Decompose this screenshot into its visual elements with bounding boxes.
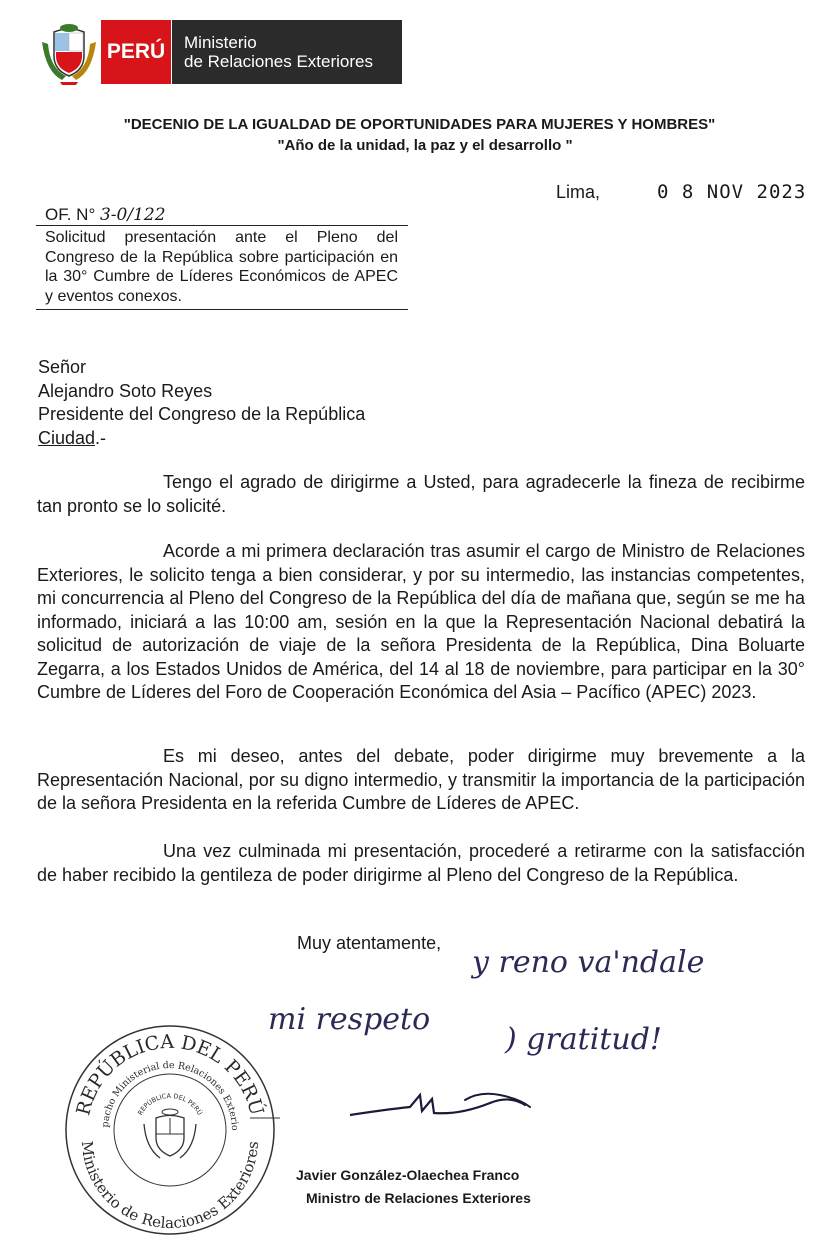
subject-top-rule [36, 225, 408, 226]
body-paragraph-4: Una vez culminada mi presentación, procederé a retirarme con la satisfacción de haber recibido la gentileza de poder dirigirme al Pleno del Congreso de la República. [37, 841, 805, 885]
signatory-name: Javier González-Olaechea Franco [296, 1167, 520, 1183]
seal-outer-text: REPÚBLICA DEL PERÚ [72, 1030, 268, 1118]
ministry-line-2: de Relaciones Exteriores [184, 52, 373, 71]
handwritten-signature [350, 1085, 540, 1135]
recipient-position: Presidente del Congreso de la República [38, 404, 366, 424]
ministry-line-1: Ministerio [184, 33, 257, 52]
closing: Muy atentamente, [297, 933, 442, 953]
reference-prefix: OF. N° [45, 205, 96, 224]
reference-handwritten-number: 3-0/122 [99, 205, 166, 225]
recipient-city [38, 428, 106, 449]
date-stamp: 0 8 NOV 2023 [657, 181, 807, 203]
year-title: "Año de la unidad, la paz y el desarrollo " [277, 137, 573, 154]
place: Lima, [556, 182, 601, 202]
seal-inner-text: REPÚBLICA DEL PERÚ [136, 1091, 204, 1117]
peru-logo [101, 20, 171, 84]
seal-coat-of-arms-icon [144, 1109, 196, 1158]
peru-coat-of-arms-icon [40, 22, 98, 86]
svg-text:REPÚBLICA DEL PERÚ [136, 1092, 205, 1117]
handwritten-line-1: y reno va'ndale [472, 945, 705, 980]
recipient-name: Alejandro Soto Reyes [38, 381, 213, 401]
seal-bottom-text: Ministerio de Relaciones Exteriores [77, 1140, 263, 1233]
ministry-logo [172, 20, 402, 84]
decade-title: "DECENIO DE LA IGUALDAD DE OPORTUNIDADES PARA MUJERES Y HOMBRES" [123, 116, 716, 133]
body-paragraph-2: Acorde a mi primera declaración tras asumir el cargo de Ministro de Relaciones Exteriores, le solicito tenga a bien considerar, y por su intermedio, las instancias competentes, mi concurrencia al Pleno del Congreso de la República del día de mañana que, según se me ha informado, iniciará a las 10:00 am, sesión en la que la Representación Nacional debatirá la solicitud de autorización de viaje de la señora Presidenta de la República, Dina Boluarte Zegarra, a los Estados Unidos de América, del 14 al 18 de noviembre, para participar en la 30° Cumbre de Líderes del Foro de Cooperación Económica del Asia – Pacífico (APEC) 2023. [37, 541, 805, 702]
city-name: Ciudad [38, 428, 96, 448]
subject-bottom-rule [36, 309, 408, 310]
body-paragraph-1: Tengo el agrado de dirigirme a Usted, para agradecerle la fineza de recibirme tan pronto se lo solicité. [37, 472, 805, 516]
subject: Solicitud presentación ante el Pleno del Congreso de la República sobre participación en la 30° Cumbre de Líderes Económicos de APEC y eventos conexos. [45, 229, 398, 305]
official-seal [60, 1020, 280, 1240]
handwritten-line-2: mi respeto [268, 1002, 431, 1037]
signatory-title: Ministro de Relaciones Exteriores [306, 1190, 531, 1206]
logo-text: PERÚ [106, 40, 166, 63]
recipient-salutation: Señor [38, 357, 87, 377]
city-suffix: .- [95, 428, 107, 448]
handwritten-line-3: ) gratitud! [505, 1022, 662, 1057]
seal-middle-text: pacho Ministerial de Relaciones Exterio [99, 1059, 241, 1131]
reference-number [45, 205, 166, 225]
body-paragraph-3: Es mi deseo, antes del debate, poder dirigirme muy brevemente a la Representación Nacional, por su digno intermedio, y transmitir la importancia de la participación de la señora Presidenta en la referida Cumbre de Líderes de APEC. [37, 746, 805, 813]
